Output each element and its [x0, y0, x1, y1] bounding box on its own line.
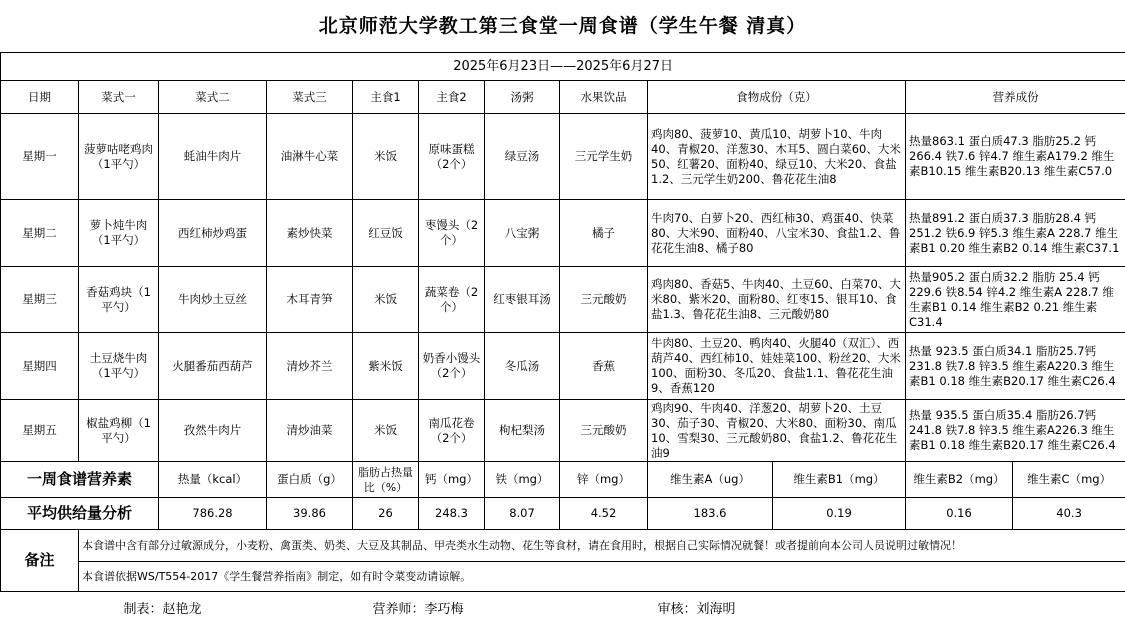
dish2-cell: 牛肉炒土豆丝 [159, 267, 267, 333]
header-cell: 食物成份（克） [648, 81, 906, 114]
soup-cell: 红枣银耳汤 [485, 267, 560, 333]
staple1-cell: 红豆饭 [353, 200, 419, 267]
fruit-cell: 三元酸奶 [560, 267, 648, 333]
average-value: 183.6 [648, 498, 773, 530]
summary-header-cell: 热量（kcal） [159, 462, 267, 498]
dish2-cell: 蚝油牛肉片 [159, 114, 267, 200]
header-row [1, 81, 1125, 114]
summary-header-cell: 维生素A（ug） [648, 462, 773, 498]
dietitian: 营养师：李巧梅 [372, 601, 464, 617]
day-cell: 星期二 [1, 200, 79, 267]
dish3-cell: 清炒油菜 [267, 400, 353, 462]
nutrition-cell: 热量 935.5 蛋白质35.4 脂肪26.7钙241.8 铁7.8 锌3.5 维生素A226.3 维生素B1 0.18 维生素B20.17 维生素C26.4 [906, 400, 1125, 462]
soup-cell: 枸杞梨汤 [485, 400, 560, 462]
dish1-cell: 椒盐鸡柳（1平勺） [79, 400, 159, 462]
staple2-cell: 南瓜花卷（2个） [419, 400, 485, 462]
made-by: 制表：赵艳龙 [123, 601, 202, 617]
staple1-cell: 米饭 [353, 400, 419, 462]
nutrition-cell: 热量863.1 蛋白质47.3 脂肪25.2 钙266.4 铁7.6 锌4.7 维生素A179.2 维生素B10.15 维生素B20.13 维生素C57.0 [906, 114, 1125, 200]
table-row [1, 400, 1125, 462]
summary-header-cell: 铁（mg） [485, 462, 560, 498]
average-value: 786.28 [159, 498, 267, 530]
staple1-cell: 紫米饭 [353, 333, 419, 400]
summary-header-cell: 钙（mg） [419, 462, 485, 498]
average-value: 40.3 [1013, 498, 1125, 530]
dish3-cell: 清炒芥兰 [267, 333, 353, 400]
menu-table [0, 52, 1125, 627]
summary-header-cell: 蛋白质（g） [267, 462, 353, 498]
dish1-cell: 菠萝咕咾鸡肉（1平勺） [79, 114, 159, 200]
fruit-cell: 三元学生奶 [560, 114, 648, 200]
staple2-cell: 原味蛋糕（2个） [419, 114, 485, 200]
nutrition-cell: 热量905.2 蛋白质32.2 脂肪 25.4 钙229.6 铁8.54 锌4.2 维生素A 228.7 维生素B1 0.14 维生素B2 0.21 维生素C31.4 [906, 267, 1125, 333]
fruit-cell: 橘子 [560, 200, 648, 267]
summary-header-cell: 锌（mg） [560, 462, 648, 498]
nutrition-cell: 热量891.2 蛋白质37.3 脂肪28.4 钙251.2 铁6.9 锌5.3 维生素A 228.7 维生素B1 0.20 维生素B2 0.14 维生素C37.1 [906, 200, 1125, 267]
fruit-cell: 香蕉 [560, 333, 648, 400]
staple2-cell: 蔬菜卷（2个） [419, 267, 485, 333]
remarks-row [1, 562, 1125, 592]
summary-label: 一周食谱营养素 [1, 462, 159, 498]
header-cell: 菜式三 [267, 81, 353, 114]
header-cell: 营养成份 [906, 81, 1125, 114]
remarks-label: 备注 [1, 530, 79, 592]
nutrition-cell: 热量 923.5 蛋白质34.1 脂肪25.7钙231.8 铁7.8 锌3.5 维生素A220.3 维生素B1 0.18 维生素B20.17 维生素C26.4 [906, 333, 1125, 400]
average-value: 8.07 [485, 498, 560, 530]
header-cell: 汤粥 [485, 81, 560, 114]
summary-header-cell: 维生素C（mg） [1013, 462, 1125, 498]
soup-cell: 冬瓜汤 [485, 333, 560, 400]
header-cell: 菜式二 [159, 81, 267, 114]
ingredients-cell: 鸡肉90、牛肉40、洋葱20、胡萝卜20、土豆30、茄子30、青椒20、大米80、面粉30、南瓜10、雪梨30、三元酸奶80、食盐1.2、鲁花花生油9 [648, 400, 906, 462]
staple1-cell: 米饭 [353, 267, 419, 333]
header-cell: 水果饮品 [560, 81, 648, 114]
summary-header-cell: 脂肪占热量比（%） [353, 462, 419, 498]
table-row [1, 114, 1125, 200]
reviewer: 审核：刘海明 [657, 601, 736, 617]
ingredients-cell: 鸡肉80、香菇5、牛肉40、土豆60、白菜70、大米80、紫米20、面粉80、红枣15、银耳10、食盐1.3、鲁花花生油8、三元酸奶80 [648, 267, 906, 333]
staple2-cell: 枣馒头（2个） [419, 200, 485, 267]
soup-cell: 八宝粥 [485, 200, 560, 267]
remark-line: 本食谱中含有部分过敏源成分，小麦粉、禽蛋类、奶类、大豆及其制品、甲壳类水生动物、花生等食材，请在食用时，根据自己实际情况就餐！或者提前向本公司人员说明过敏情况！ [79, 530, 1125, 562]
dish2-cell: 西红柿炒鸡蛋 [159, 200, 267, 267]
average-row [1, 498, 1125, 530]
summary-header-row [1, 462, 1125, 498]
header-cell: 日期 [1, 81, 79, 114]
average-value: 26 [353, 498, 419, 530]
page-title: 北京师范大学教工第三食堂一周食谱（学生午餐 清真） [318, 15, 807, 37]
footer-row [1, 592, 1125, 627]
average-value: 0.19 [773, 498, 906, 530]
fruit-cell: 三元酸奶 [560, 400, 648, 462]
ingredients-cell: 牛肉70、白萝卜20、西红柿30、鸡蛋40、快菜80、大米90、面粉40、八宝米30、食盐1.2、鲁花花生油8、橘子80 [648, 200, 906, 267]
header-cell: 主食2 [419, 81, 485, 114]
dish2-cell: 孜然牛肉片 [159, 400, 267, 462]
header-cell: 主食1 [353, 81, 419, 114]
dish2-cell: 火腿番茄西葫芦 [159, 333, 267, 400]
average-label: 平均供给量分析 [1, 498, 159, 530]
day-cell: 星期一 [1, 114, 79, 200]
average-value: 248.3 [419, 498, 485, 530]
staple1-cell: 米饭 [353, 114, 419, 200]
dish3-cell: 油淋牛心菜 [267, 114, 353, 200]
table-row [1, 267, 1125, 333]
average-value: 0.16 [906, 498, 1013, 530]
dish1-cell: 香菇鸡块（1平勺） [79, 267, 159, 333]
staple2-cell: 奶香小馒头（2个） [419, 333, 485, 400]
summary-header-cell: 维生素B2（mg） [906, 462, 1013, 498]
day-cell: 星期三 [1, 267, 79, 333]
header-cell: 菜式一 [79, 81, 159, 114]
date-range: 2025年6月23日——2025年6月27日 [1, 53, 1125, 81]
ingredients-cell: 牛肉80、土豆20、鸭肉40、火腿40（双汇）、西葫芦40、西红柿10、娃娃菜100、粉丝20、大米100、面粉30、冬瓜20、食盐1.1、鲁花花生油9、香蕉120 [648, 333, 906, 400]
table-row [1, 200, 1125, 267]
soup-cell: 绿豆汤 [485, 114, 560, 200]
table-row [1, 333, 1125, 400]
remark-line: 本食谱依据WS/T554-2017《学生餐营养指南》制定，如有时令菜变动请谅解。 [79, 562, 1125, 592]
day-cell: 星期五 [1, 400, 79, 462]
dish1-cell: 土豆烧牛肉（1平勺） [79, 333, 159, 400]
day-cell: 星期四 [1, 333, 79, 400]
average-value: 4.52 [560, 498, 648, 530]
dish1-cell: 萝卜炖牛肉（1平勺） [79, 200, 159, 267]
remarks-row [1, 530, 1125, 562]
average-value: 39.86 [267, 498, 353, 530]
dish3-cell: 素炒快菜 [267, 200, 353, 267]
ingredients-cell: 鸡肉80、菠萝10、黄瓜10、胡萝卜10、牛肉40、青椒20、洋葱30、木耳5、圆白菜60、大米50、红薯20、面粉40、绿豆10、大米20、食盐1.2、三元学生奶200、鲁花花生油8 [648, 114, 906, 200]
summary-header-cell: 维生素B1（mg） [773, 462, 906, 498]
dish3-cell: 木耳青笋 [267, 267, 353, 333]
